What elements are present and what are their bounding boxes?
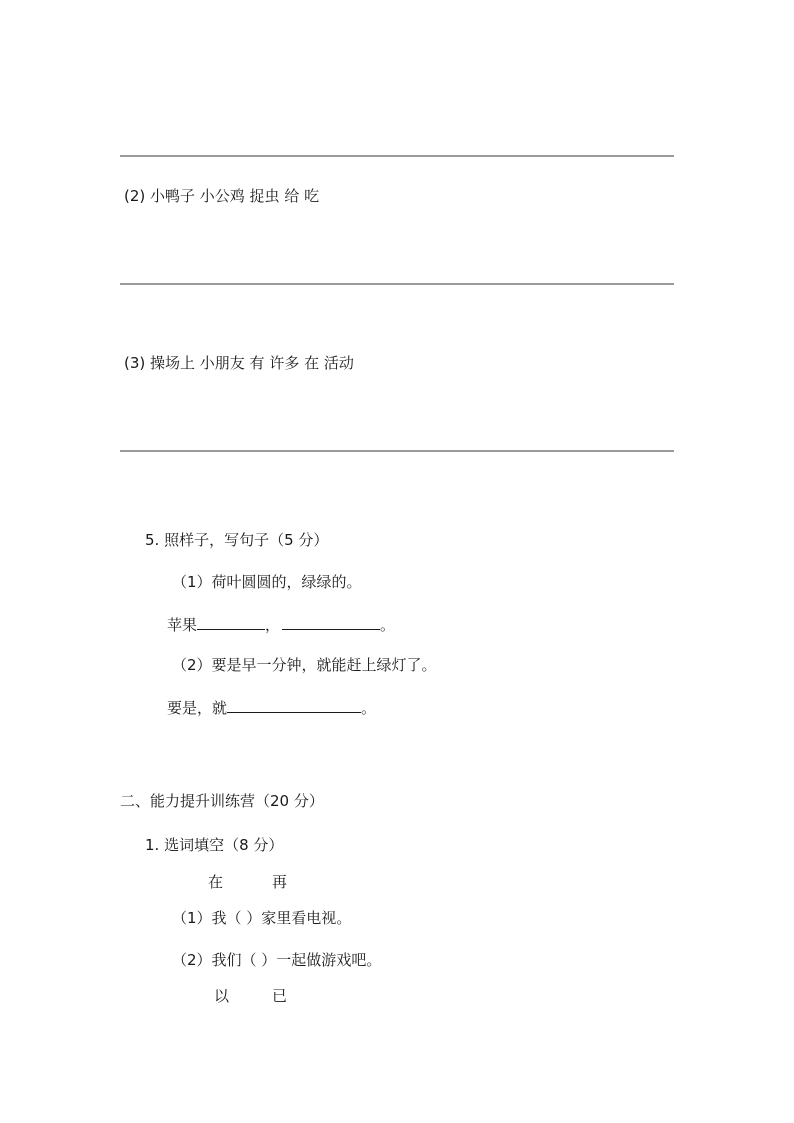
q5-line1-end: 。 — [380, 616, 396, 634]
reorder-question-2: (2) 小鸭子 小公鸡 捉虫 给 吃 — [124, 187, 320, 205]
answer-line-1 — [120, 155, 674, 157]
q5-fill-line-2 — [167, 698, 376, 718]
fill-item-1: （1）我（ ）家里看电视。 — [172, 909, 352, 927]
word-choice-zai2: 再 — [272, 873, 288, 891]
q5-line1-prefix: 苹果 — [167, 616, 198, 634]
section-2-heading: 二、能力提升训练营（20 分） — [120, 792, 324, 810]
fill-blank-3[interactable] — [227, 698, 361, 713]
word-choice-zai: 在 — [208, 873, 224, 891]
fill-item-2: （2）我们（ ）一起做游戏吧。 — [172, 951, 382, 969]
answer-line-3 — [120, 450, 674, 452]
q5-fill-line-1 — [167, 615, 395, 635]
word-choice-yi: 以 — [214, 987, 230, 1005]
q5-line1-separator: ， — [265, 616, 281, 634]
fill-blank-2[interactable] — [282, 615, 380, 630]
q5-heading: 5. 照样子，写句子（5 分） — [145, 531, 329, 549]
reorder-question-3: (3) 操场上 小朋友 有 许多 在 活动 — [124, 354, 354, 372]
q1-heading: 1. 选词填空（8 分） — [145, 836, 284, 854]
q5-example-2: （2）要是早一分钟，就能赶上绿灯了。 — [172, 656, 437, 674]
word-choice-yi2: 已 — [272, 987, 288, 1005]
q5-line2-prefix: 要是，就 — [167, 699, 228, 717]
answer-line-2 — [120, 283, 674, 285]
fill-blank-1[interactable] — [197, 615, 265, 630]
q5-line2-end: 。 — [361, 699, 377, 717]
q5-example-1: （1）荷叶圆圆的，绿绿的。 — [172, 573, 362, 591]
